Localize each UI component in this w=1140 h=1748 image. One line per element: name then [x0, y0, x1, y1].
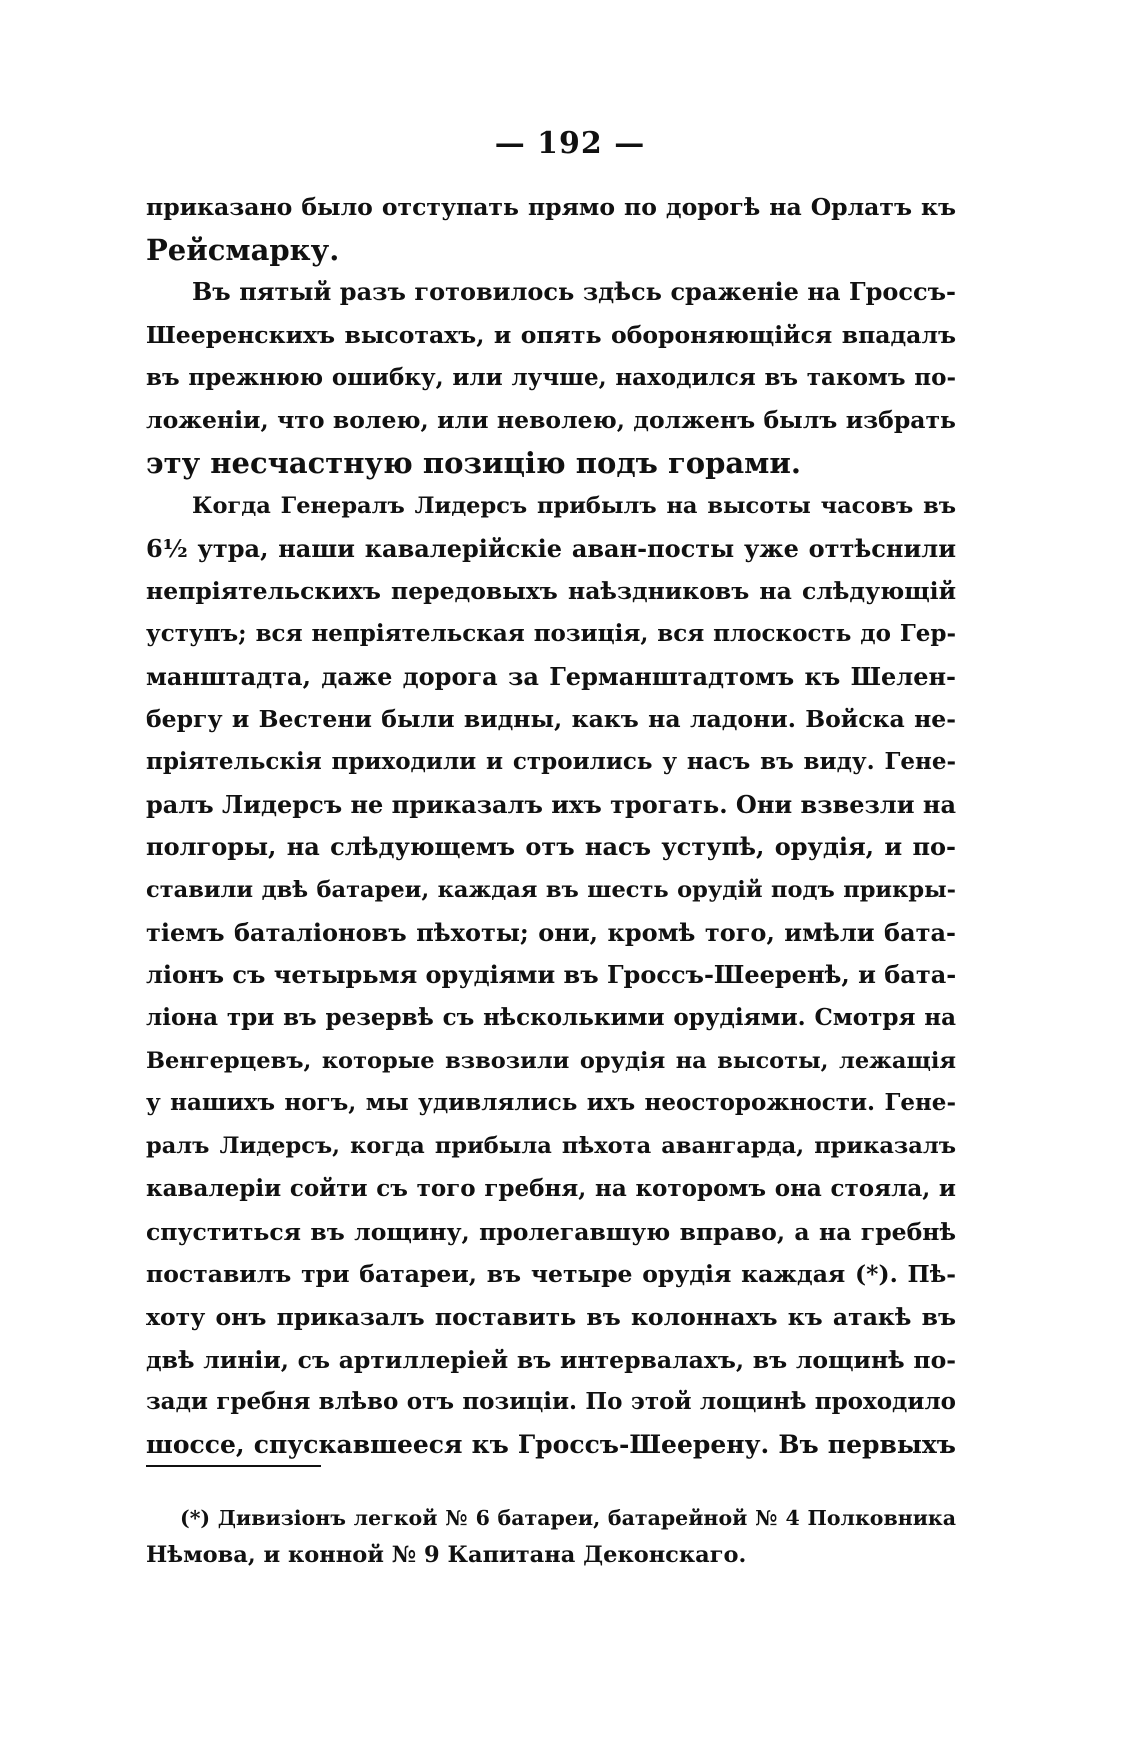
text-line: Въ пятый разъ готовилось здѣсь сраженіе на Гроссъ- — [192, 277, 956, 307]
text-line: у нашихъ ногъ, мы удивлялись ихъ неосторожности. Гене- — [146, 1089, 956, 1117]
text-line: ложеніи, что волею, или неволею, долженъ былъ избрать — [146, 406, 956, 435]
text-line: зади гребня влѣво отъ позиціи. По этой лощинѣ проходило — [146, 1388, 956, 1416]
text-line: Рейсмарку. — [146, 232, 340, 267]
text-line: въ прежнюю ошибку, или лучше, находился въ такомъ по- — [146, 363, 956, 391]
text-line: полгоры, на слѣдующемъ отъ насъ уступѣ, орудія, и по- — [146, 832, 956, 862]
footnote — [146, 1500, 956, 1574]
text-line: спуститься въ лощину, пролегавшую вправо, а на гребнѣ — [146, 1217, 956, 1246]
text-line: манштадта, даже дорога за Германштадтомъ къ Шелен- — [146, 661, 956, 691]
text-line: непріятельскихъ передовыхъ наѣздниковъ на слѣдующій — [146, 577, 956, 606]
text-line: тіемъ баталіоновъ пѣхоты; они, кромѣ того, имѣли бата- — [146, 917, 956, 947]
text-line: приказано было отступать прямо по дорогѣ на Орлатъ къ — [146, 193, 956, 221]
footnote-divider — [146, 1465, 321, 1467]
footnote-line: Нѣмова, и конной № 9 Капитана Деконскаго. — [146, 1542, 747, 1568]
text-line: эту несчастную позицію подъ горами. — [146, 446, 801, 481]
text-line: шоссе, спускавшееся къ Гроссъ-Шеерену. Въ первыхъ — [146, 1429, 956, 1459]
page-number: — 192 — — [494, 126, 646, 161]
text-line: бергу и Вестени были видны, какъ на ладони. Войска не- — [146, 705, 956, 734]
text-line: двѣ линіи, съ артиллеріей въ интервалахъ, въ лощинѣ по- — [146, 1345, 956, 1374]
text-line: поставилъ три батареи, въ четыре орудія каждая (*). Пѣ- — [146, 1260, 956, 1289]
text-line: пріятельскія приходили и строились у насъ въ виду. Гене- — [146, 747, 956, 775]
text-line: ставили двѣ батареи, каждая въ шесть орудій подъ прикры- — [146, 877, 956, 903]
text-line: ралъ Лидерсъ не приказалъ ихъ трогать. Они взвезли на — [146, 789, 956, 819]
text-line: хоту онъ приказалъ поставить въ колоннахъ къ атакѣ въ — [146, 1302, 956, 1331]
text-line: Венгерцевъ, которые взвозили орудія на высоты, лежащія — [146, 1047, 956, 1074]
text-line: Когда Генералъ Лидерсъ прибылъ на высоты часовъ въ — [192, 492, 956, 519]
text-line: ралъ Лидерсъ, когда прибыла пѣхота авангарда, приказалъ — [146, 1133, 956, 1160]
text-line: Шееренскихъ высотахъ, и опять обороняющійся впадалъ — [146, 321, 956, 350]
footnote-line: (*) Дивизіонъ легкой № 6 батареи, батарейной № 4 Полковника — [180, 1506, 956, 1530]
text-line: 6½ утра, наши кавалерійскіе аван-посты уже оттѣснили — [146, 533, 956, 563]
text-line: ліонъ съ четырьмя орудіями въ Гроссъ-Шееренѣ, и бата- — [146, 960, 957, 990]
main-text — [146, 186, 956, 1467]
text-line: уступъ; вся непріятельская позиція, вся плоскость до Гер- — [146, 619, 956, 647]
text-line: ліона три въ резервѣ съ нѣсколькими орудіями. Смотря на — [146, 1004, 956, 1032]
text-line: кавалеріи сойти съ того гребня, на которомъ она стояла, и — [146, 1174, 956, 1202]
